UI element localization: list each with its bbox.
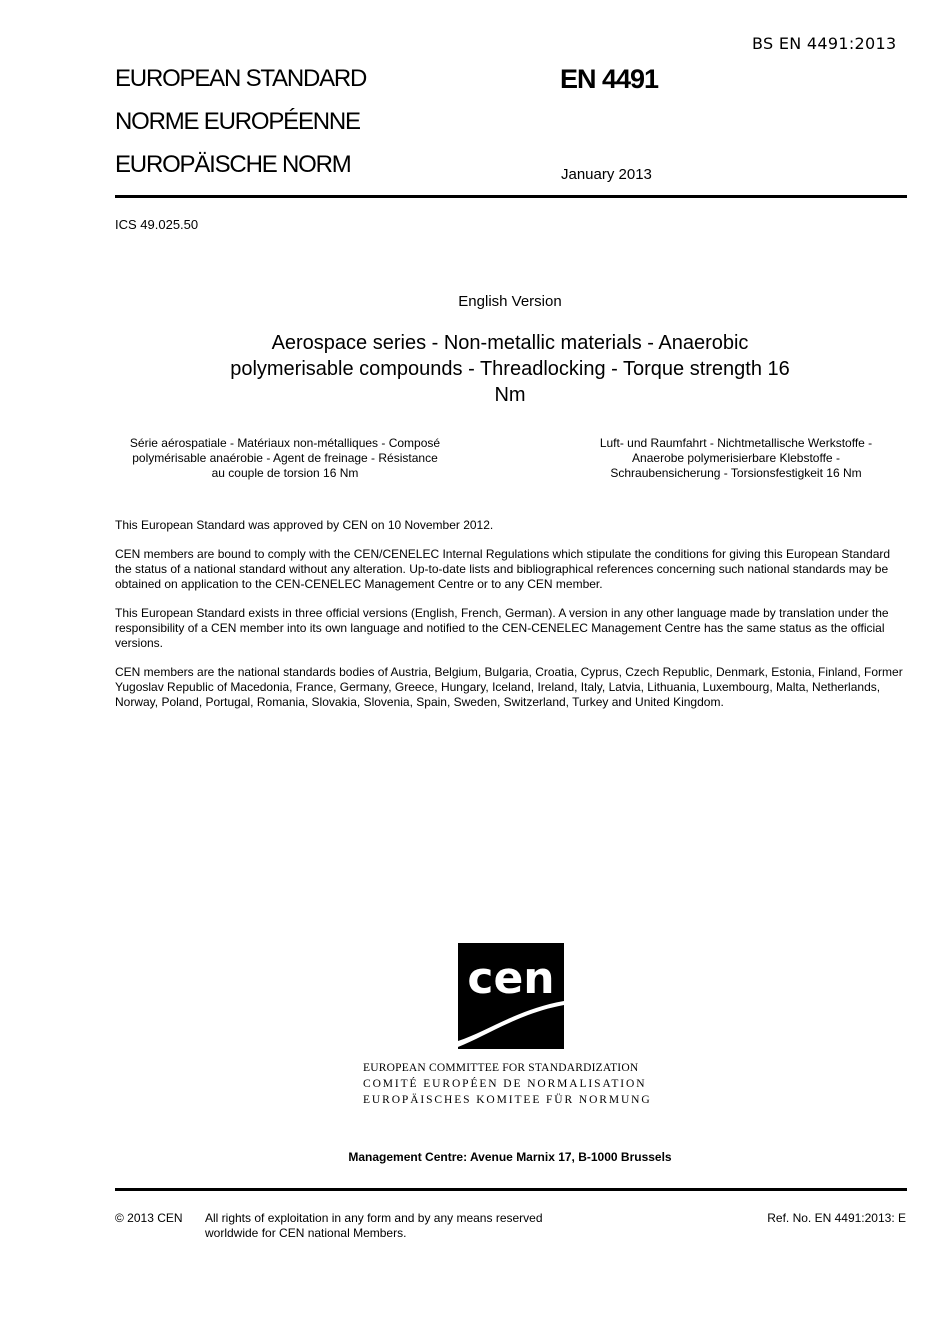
reference-number: Ref. No. EN 4491:2013: E: [767, 1211, 906, 1225]
cen-logo: [458, 943, 564, 1049]
standard-title-en: EUROPEAN STANDARD: [115, 65, 367, 92]
body-text: [115, 518, 907, 724]
rights-line: All rights of exploitation in any form and by any means reserved: [205, 1211, 543, 1225]
title-german-line: Schraubensicherung - Torsionsfestigkeit 16 Nm: [610, 466, 862, 480]
title-german: [566, 436, 906, 481]
rights-line: worldwide for CEN national Members.: [205, 1226, 407, 1240]
title-line: polymerisable compounds - Threadlocking - Torque strength 16: [230, 358, 790, 380]
compliance-paragraph: CEN members are bound to comply with the CEN/CENELEC Internal Regulations which stipulate the conditions for giving this European Standard the status of a national standard without any alteration. Up-to-date lists and bibliographical references concerning such national standards may be obtained on application to the CEN-CENELEC Management Centre or to any CEN member.: [115, 547, 891, 591]
cen-committee-names: [363, 1060, 652, 1108]
title-german-line: Luft- und Raumfahrt - Nichtmetallische Werkstoffe -: [599, 436, 873, 450]
title-french-line: au couple de torsion 16 Nm: [211, 466, 359, 480]
cen-logo-text: cen: [467, 953, 555, 1004]
cen-name-fr: COMITÉ EUROPÉEN DE NORMALISATION: [363, 1078, 647, 1090]
members-paragraph: CEN members are the national standards bodies of Austria, Belgium, Bulgaria, Croatia, Cyprus, Czech Republic, Denmark, Estonia, Finland, Former Yugoslav Republic of Macedonia, France, Germany, Greece, Hungary, Iceland, Ireland, Italy, Latvia, Lithuania, Luxembourg, Malta, Netherlands, Norway, Poland, Portugal, Romania, Slovakia, Slovenia, Spain, Sweden, Switzerland, Turkey and United Kingdom.: [115, 665, 903, 709]
bs-reference: BS EN 4491:2013: [752, 34, 897, 53]
versions-paragraph: This European Standard exists in three official versions (English, French, German). A version in any other language made by translation under the responsibility of a CEN member into its own language and notified to the CEN-CENELEC Management Centre has the same status as the official versions.: [115, 606, 889, 650]
document-title: [185, 330, 835, 408]
publication-date: January 2013: [561, 166, 652, 183]
copyright: © 2013 CEN: [115, 1211, 183, 1225]
title-french-line: Série aérospatiale - Matériaux non-métalliques - Composé: [129, 436, 441, 450]
footer-divider: [115, 1188, 907, 1191]
ics-code: ICS 49.025.50: [115, 217, 199, 232]
title-line: Nm: [494, 384, 526, 406]
title-french-line: polymérisable anaérobie - Agent de freinage - Résistance: [132, 451, 438, 465]
title-german-line: Anaerobe polymerisierbare Klebstoffe -: [632, 451, 840, 465]
rights-statement: [205, 1211, 605, 1241]
approval-paragraph: This European Standard was approved by CEN on 10 November 2012.: [115, 518, 494, 532]
title-french: [115, 436, 455, 481]
management-centre: Management Centre: Avenue Marnix 17, B-1000 Brussels: [348, 1150, 672, 1164]
cen-name-en: EUROPEAN COMMITTEE FOR STANDARDIZATION: [363, 1062, 639, 1074]
title-line: Aerospace series - Non-metallic materials - Anaerobic: [271, 332, 749, 354]
language-version: English Version: [458, 293, 562, 310]
en-number: EN 4491: [560, 64, 659, 94]
cen-name-de: EUROPÄISCHES KOMITEE FÜR NORMUNG: [363, 1094, 652, 1106]
header-divider: [115, 195, 907, 198]
standard-title-fr: NORME EUROPÉENNE: [115, 108, 360, 135]
standard-title-de: EUROPÄISCHE NORM: [115, 151, 351, 178]
